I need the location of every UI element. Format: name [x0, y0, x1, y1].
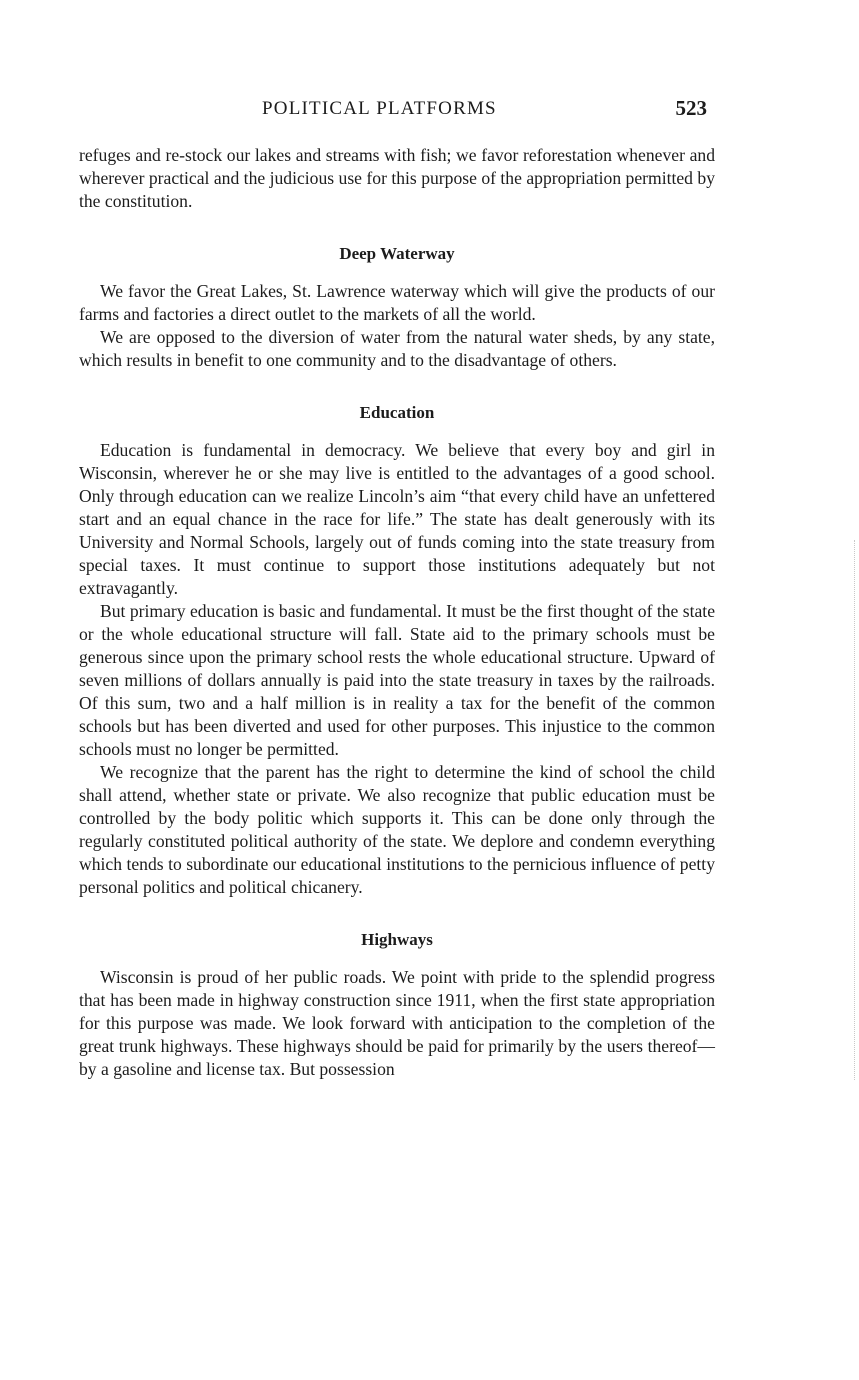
section-highways: [79, 928, 715, 1081]
section-deep-waterway: [79, 242, 715, 372]
running-title: POLITICAL PLATFORMS: [262, 98, 497, 119]
section-heading-education: Education: [359, 403, 435, 422]
running-head: [79, 94, 715, 124]
scan-margin-marks: [854, 540, 857, 1080]
section-intro: [79, 144, 715, 213]
paragraph: We recognize that the parent has the right to determine the kind of school the child shall attend, whether state or private. We also recognize that public education must be controlled by the body politic which supports it. This can be done only through the regularly constituted political authority of the state. We deplore and condemn everything which tends to subordinate our educational institutions to the pernicious influence of petty personal politics and political chicanery.: [79, 762, 715, 897]
paragraph: Education is fundamental in democracy. We believe that every boy and girl in Wisconsin, wherever he or she may live is entitled to the advantages of a good school. Only through education can we realize Lincoln’s aim “that every child have an unfettered start and an equal chance in the race for life.” The state has dealt generously with its University and Normal Schools, largely out of funds coming into the state treasury from special taxes. It must continue to support those institutions adequately but not extravagantly.: [79, 440, 715, 598]
paragraph: refuges and re-stock our lakes and streams with fish; we favor reforestation whenever and wherever practical and the judicious use for this purpose of the appropriation permitted by the constitution.: [79, 145, 715, 211]
paragraph: Wisconsin is proud of her public roads. We point with pride to the splendid progress that has been made in highway construction since 1911, when the first state appropriation for this purpose was made. We look forward with anticipation to the completion of the great trunk highways. These highways should be paid for primarily by the users thereof—by a gasoline and license tax. But possession: [79, 967, 715, 1079]
page-number: 523: [675, 96, 707, 120]
paragraph: We favor the Great Lakes, St. Lawrence waterway which will give the products of our farms and factories a direct outlet to the markets of all the world.: [79, 281, 715, 324]
paragraph: But primary education is basic and fundamental. It must be the first thought of the state or the whole educational structure will fall. State aid to the primary schools must be generous since upon the primary school rests the whole educational structure. Upward of seven millions of dollars annually is paid into the state treasury in taxes by the railroads. Of this sum, two and a half million is in reality a tax for the benefit of the common schools but has been diverted and used for other purposes. This injustice to the common schools must no longer be permitted.: [79, 601, 715, 759]
book-page: [79, 94, 715, 1081]
paragraph: We are opposed to the diversion of water from the natural water sheds, by any state, which results in benefit to one community and to the disadvantage of others.: [79, 327, 715, 370]
section-education: [79, 401, 715, 899]
section-heading-highways: Highways: [361, 930, 433, 949]
section-heading-deep-waterway: Deep Waterway: [339, 244, 455, 263]
